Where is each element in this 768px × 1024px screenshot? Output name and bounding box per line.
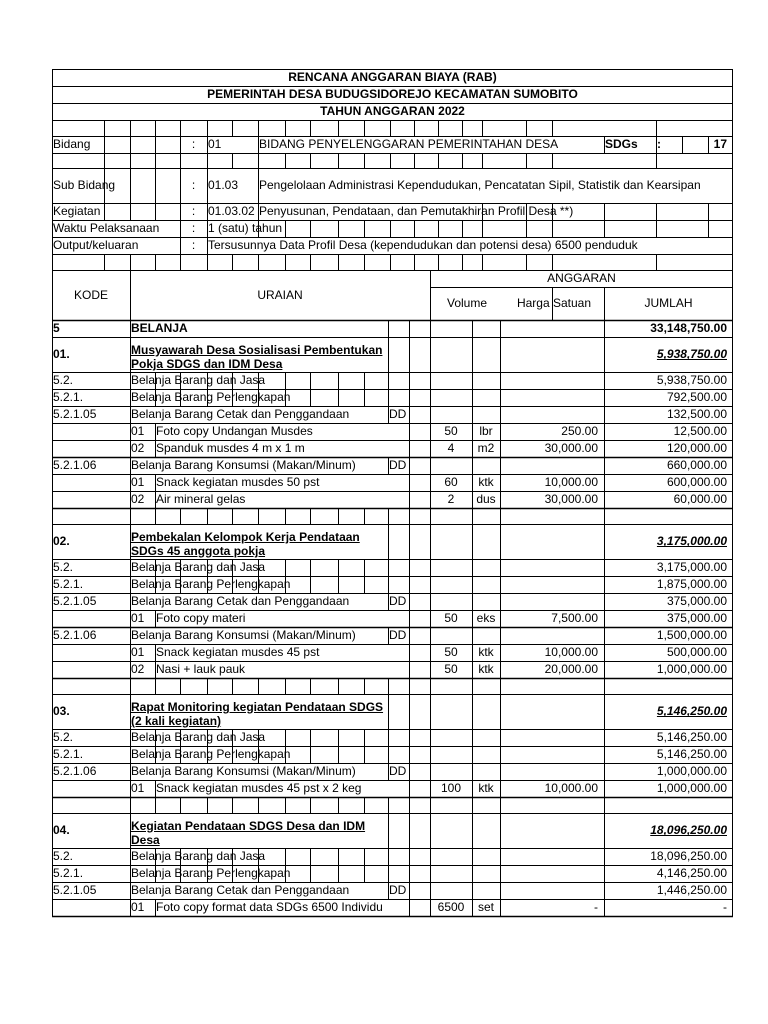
section-jumlah: 5,938,750.00	[656, 347, 727, 362]
row-sumber: DD	[389, 628, 407, 643]
row-jumlah: 5,146,250.00	[656, 730, 727, 745]
section-kode: 02.	[53, 534, 70, 549]
info-code-sub_bidang: 01.03	[208, 178, 239, 193]
col-jumlah: JUMLAH	[644, 296, 693, 311]
row-vol: 6500	[437, 900, 465, 915]
row-uraian: Belanja Barang Perlengkapan	[131, 577, 291, 592]
row-kode: 5.2.	[53, 849, 74, 864]
row-uraian: BELANJA	[131, 321, 188, 336]
row-vol: 2	[447, 492, 455, 507]
section-title: Kegiatan Pendataan SDGS Desa dan IDM Desa	[131, 818, 366, 847]
row-jumlah: 660,000.00	[666, 458, 727, 473]
info-text-sub_bidang: Pengelolaan Administrasi Kependudukan, Pencatatan Sipil, Statistik dan Kearsipan	[259, 178, 701, 193]
row-kode: 5.2.1.06	[53, 628, 97, 643]
row-kode: 5.2.1.	[53, 577, 84, 592]
report-title: RENCANA ANGGARAN BIAYA (RAB)	[288, 70, 497, 85]
row-jumlah: 792,500.00	[666, 390, 727, 405]
row-jumlah: 4,146,250.00	[656, 866, 727, 881]
row-uraian: Nasi + lauk pauk	[156, 662, 246, 677]
row-kode: 5.2.1.05	[53, 594, 97, 609]
row-no: 02	[131, 492, 145, 507]
info-code-kegiatan: 01.03.02	[208, 204, 255, 219]
org-name: PEMERINTAH DESA BUDUGSIDOREJO KECAMATAN SUMOBITO	[207, 87, 578, 102]
row-no: 01	[131, 645, 145, 660]
info-text-kegiatan: Penyusunan, Pendataan, dan Pemutakhiran Profil Desa **)	[259, 204, 574, 219]
info-sep-waktu: :	[191, 221, 196, 236]
row-jumlah: 18,096,250.00	[650, 849, 727, 864]
sdgs-label: SDGs	[605, 137, 638, 152]
row-kode: 5.2.1.06	[53, 458, 97, 473]
row-vol: 100	[440, 781, 462, 796]
info-text-bidang: BIDANG PENYELENGGARAN PEMERINTAHAN DESA	[259, 137, 559, 152]
info-label-output: Output/keluaran	[53, 238, 139, 253]
info-text-output: Tersusunnya Data Profil Desa (kependudukan dan potensi desa) 6500 penduduk	[208, 238, 638, 253]
row-uraian: Snack kegiatan musdes 45 pst x 2 keg	[156, 781, 362, 796]
row-no: 01	[131, 611, 145, 626]
info-label-kegiatan: Kegiatan	[53, 204, 101, 219]
row-vol: 50	[444, 611, 458, 626]
row-jumlah: 1,000,000.00	[656, 662, 727, 677]
row-uraian: Belanja Barang dan Jasa	[131, 849, 266, 864]
row-jumlah: 12,500.00	[673, 424, 727, 439]
col-anggaran: ANGGARAN	[547, 271, 616, 286]
info-sep-sub_bidang: :	[191, 178, 196, 193]
info-label-waktu: Waktu Pelaksanaan	[53, 221, 160, 236]
row-jumlah: -	[723, 900, 727, 915]
sdgs-sep: :	[657, 137, 661, 152]
rab-sheet	[52, 69, 733, 941]
row-no: 01	[131, 781, 145, 796]
col-harga: Harga Satuan	[516, 296, 592, 311]
row-jumlah: 3,175,000.00	[656, 560, 727, 575]
row-sat: dus	[476, 492, 496, 507]
row-harga: 20,000.00	[544, 662, 598, 677]
row-harga: 10,000.00	[544, 645, 598, 660]
row-uraian: Foto copy format data SDGs 6500 Individu	[156, 900, 383, 915]
section-kode: 03.	[53, 704, 70, 719]
row-jumlah: 1,446,250.00	[656, 883, 727, 898]
row-jumlah: 1,000,000.00	[656, 781, 727, 796]
row-kode: 5.2.	[53, 373, 74, 388]
row-vol: 50	[444, 424, 458, 439]
row-uraian: Belanja Barang Cetak dan Penggandaan	[131, 594, 350, 609]
row-sumber: DD	[389, 883, 407, 898]
sdgs-value: 17	[713, 137, 727, 152]
info-sep-bidang: :	[191, 137, 196, 152]
row-kode: 5.2.1.05	[53, 883, 97, 898]
row-uraian: Belanja Barang Konsumsi (Makan/Minum)	[131, 764, 356, 779]
row-uraian: Air mineral gelas	[156, 492, 246, 507]
row-jumlah: 33,148,750.00	[650, 321, 727, 336]
row-sumber: DD	[389, 594, 407, 609]
row-uraian: Belanja Barang Perlengkapan	[131, 866, 291, 881]
row-uraian: Belanja Barang dan Jasa	[131, 730, 266, 745]
row-jumlah: 375,000.00	[666, 594, 727, 609]
row-no: 01	[131, 900, 145, 915]
row-uraian: Foto copy materi	[156, 611, 246, 626]
row-kode: 5.2.	[53, 730, 74, 745]
col-volume: Volume	[446, 296, 488, 311]
row-vol: 4	[447, 441, 455, 456]
row-jumlah: 375,000.00	[666, 611, 727, 626]
row-no: 01	[131, 424, 145, 439]
row-sat: ktk	[478, 475, 494, 490]
row-sat: set	[477, 900, 494, 915]
row-jumlah: 500,000.00	[666, 645, 727, 660]
row-jumlah: 120,000.00	[666, 441, 727, 456]
info-sep-output: :	[191, 238, 196, 253]
row-uraian: Snack kegiatan musdes 50 pst	[156, 475, 320, 490]
row-jumlah: 1,875,000.00	[656, 577, 727, 592]
row-harga: 7,500.00	[551, 611, 598, 626]
row-vol: 50	[444, 645, 458, 660]
row-kode: 5	[53, 321, 60, 336]
row-jumlah: 132,500.00	[666, 407, 727, 422]
row-harga: 30,000.00	[544, 441, 598, 456]
row-no: 02	[131, 662, 145, 677]
row-uraian: Belanja Barang dan Jasa	[131, 373, 266, 388]
section-title: Pembekalan Kelompok Kerja Pendataan SDGs 45 anggota pokja	[131, 529, 360, 558]
row-harga: 10,000.00	[544, 781, 598, 796]
row-harga: 10,000.00	[544, 475, 598, 490]
row-harga: -	[594, 900, 598, 915]
section-jumlah: 18,096,250.00	[650, 823, 727, 838]
row-jumlah: 600,000.00	[666, 475, 727, 490]
row-uraian: Belanja Barang dan Jasa	[131, 560, 266, 575]
row-sat: lbr	[479, 424, 493, 439]
section-jumlah: 3,175,000.00	[656, 534, 727, 549]
info-label-sub_bidang: Sub Bidang	[53, 178, 116, 193]
row-uraian: Spanduk musdes 4 m x 1 m	[156, 441, 305, 456]
col-uraian: URAIAN	[257, 287, 303, 302]
row-kode: 5.2.	[53, 560, 74, 575]
section-title: Musyawarah Desa Sosialisasi Pembentukan Pokja SDGS dan IDM Desa	[131, 342, 383, 371]
row-jumlah: 60,000.00	[673, 492, 727, 507]
fiscal-year: TAHUN ANGGARAN 2022	[320, 104, 465, 119]
section-title: Rapat Monitoring kegiatan Pendataan SDGS (2 kali kegiatan)	[131, 699, 384, 728]
info-label-bidang: Bidang	[53, 137, 91, 152]
row-kode: 5.2.1.05	[53, 407, 97, 422]
row-uraian: Belanja Barang Konsumsi (Makan/Minum)	[131, 458, 356, 473]
row-harga: 30,000.00	[544, 492, 598, 507]
row-sumber: DD	[389, 764, 407, 779]
row-sumber: DD	[389, 458, 407, 473]
row-kode: 5.2.1.	[53, 866, 84, 881]
row-jumlah: 5,938,750.00	[656, 373, 727, 388]
row-uraian: Foto copy Undangan Musdes	[156, 424, 313, 439]
info-sep-kegiatan: :	[191, 204, 196, 219]
row-sat: ktk	[478, 662, 494, 677]
row-jumlah: 1,000,000.00	[656, 764, 727, 779]
row-jumlah: 1,500,000.00	[656, 628, 727, 643]
row-kode: 5.2.1.	[53, 747, 84, 762]
section-jumlah: 5,146,250.00	[656, 704, 727, 719]
row-jumlah: 5,146,250.00	[656, 747, 727, 762]
row-kode: 5.2.1.06	[53, 764, 97, 779]
info-text-waktu: 1 (satu) tahun	[208, 221, 283, 236]
row-uraian: Belanja Barang Konsumsi (Makan/Minum)	[131, 628, 356, 643]
row-harga: 250.00	[561, 424, 598, 439]
section-kode: 04.	[53, 823, 70, 838]
row-kode: 5.2.1.	[53, 390, 84, 405]
row-no: 01	[131, 475, 145, 490]
row-uraian: Belanja Barang Cetak dan Penggandaan	[131, 407, 350, 422]
row-vol: 60	[444, 475, 458, 490]
row-sat: ktk	[478, 645, 494, 660]
section-kode: 01.	[53, 347, 70, 362]
row-no: 02	[131, 441, 145, 456]
row-sat: ktk	[478, 781, 494, 796]
row-uraian: Snack kegiatan musdes 45 pst	[156, 645, 320, 660]
row-sat: m2	[477, 441, 495, 456]
row-uraian: Belanja Barang Perlengkapan	[131, 747, 291, 762]
row-sumber: DD	[389, 407, 407, 422]
row-vol: 50	[444, 662, 458, 677]
row-uraian: Belanja Barang Perlengkapan	[131, 390, 291, 405]
col-kode: KODE	[73, 287, 108, 302]
row-sat: eks	[476, 611, 496, 626]
row-uraian: Belanja Barang Cetak dan Penggandaan	[131, 883, 350, 898]
info-code-bidang: 01	[208, 137, 222, 152]
